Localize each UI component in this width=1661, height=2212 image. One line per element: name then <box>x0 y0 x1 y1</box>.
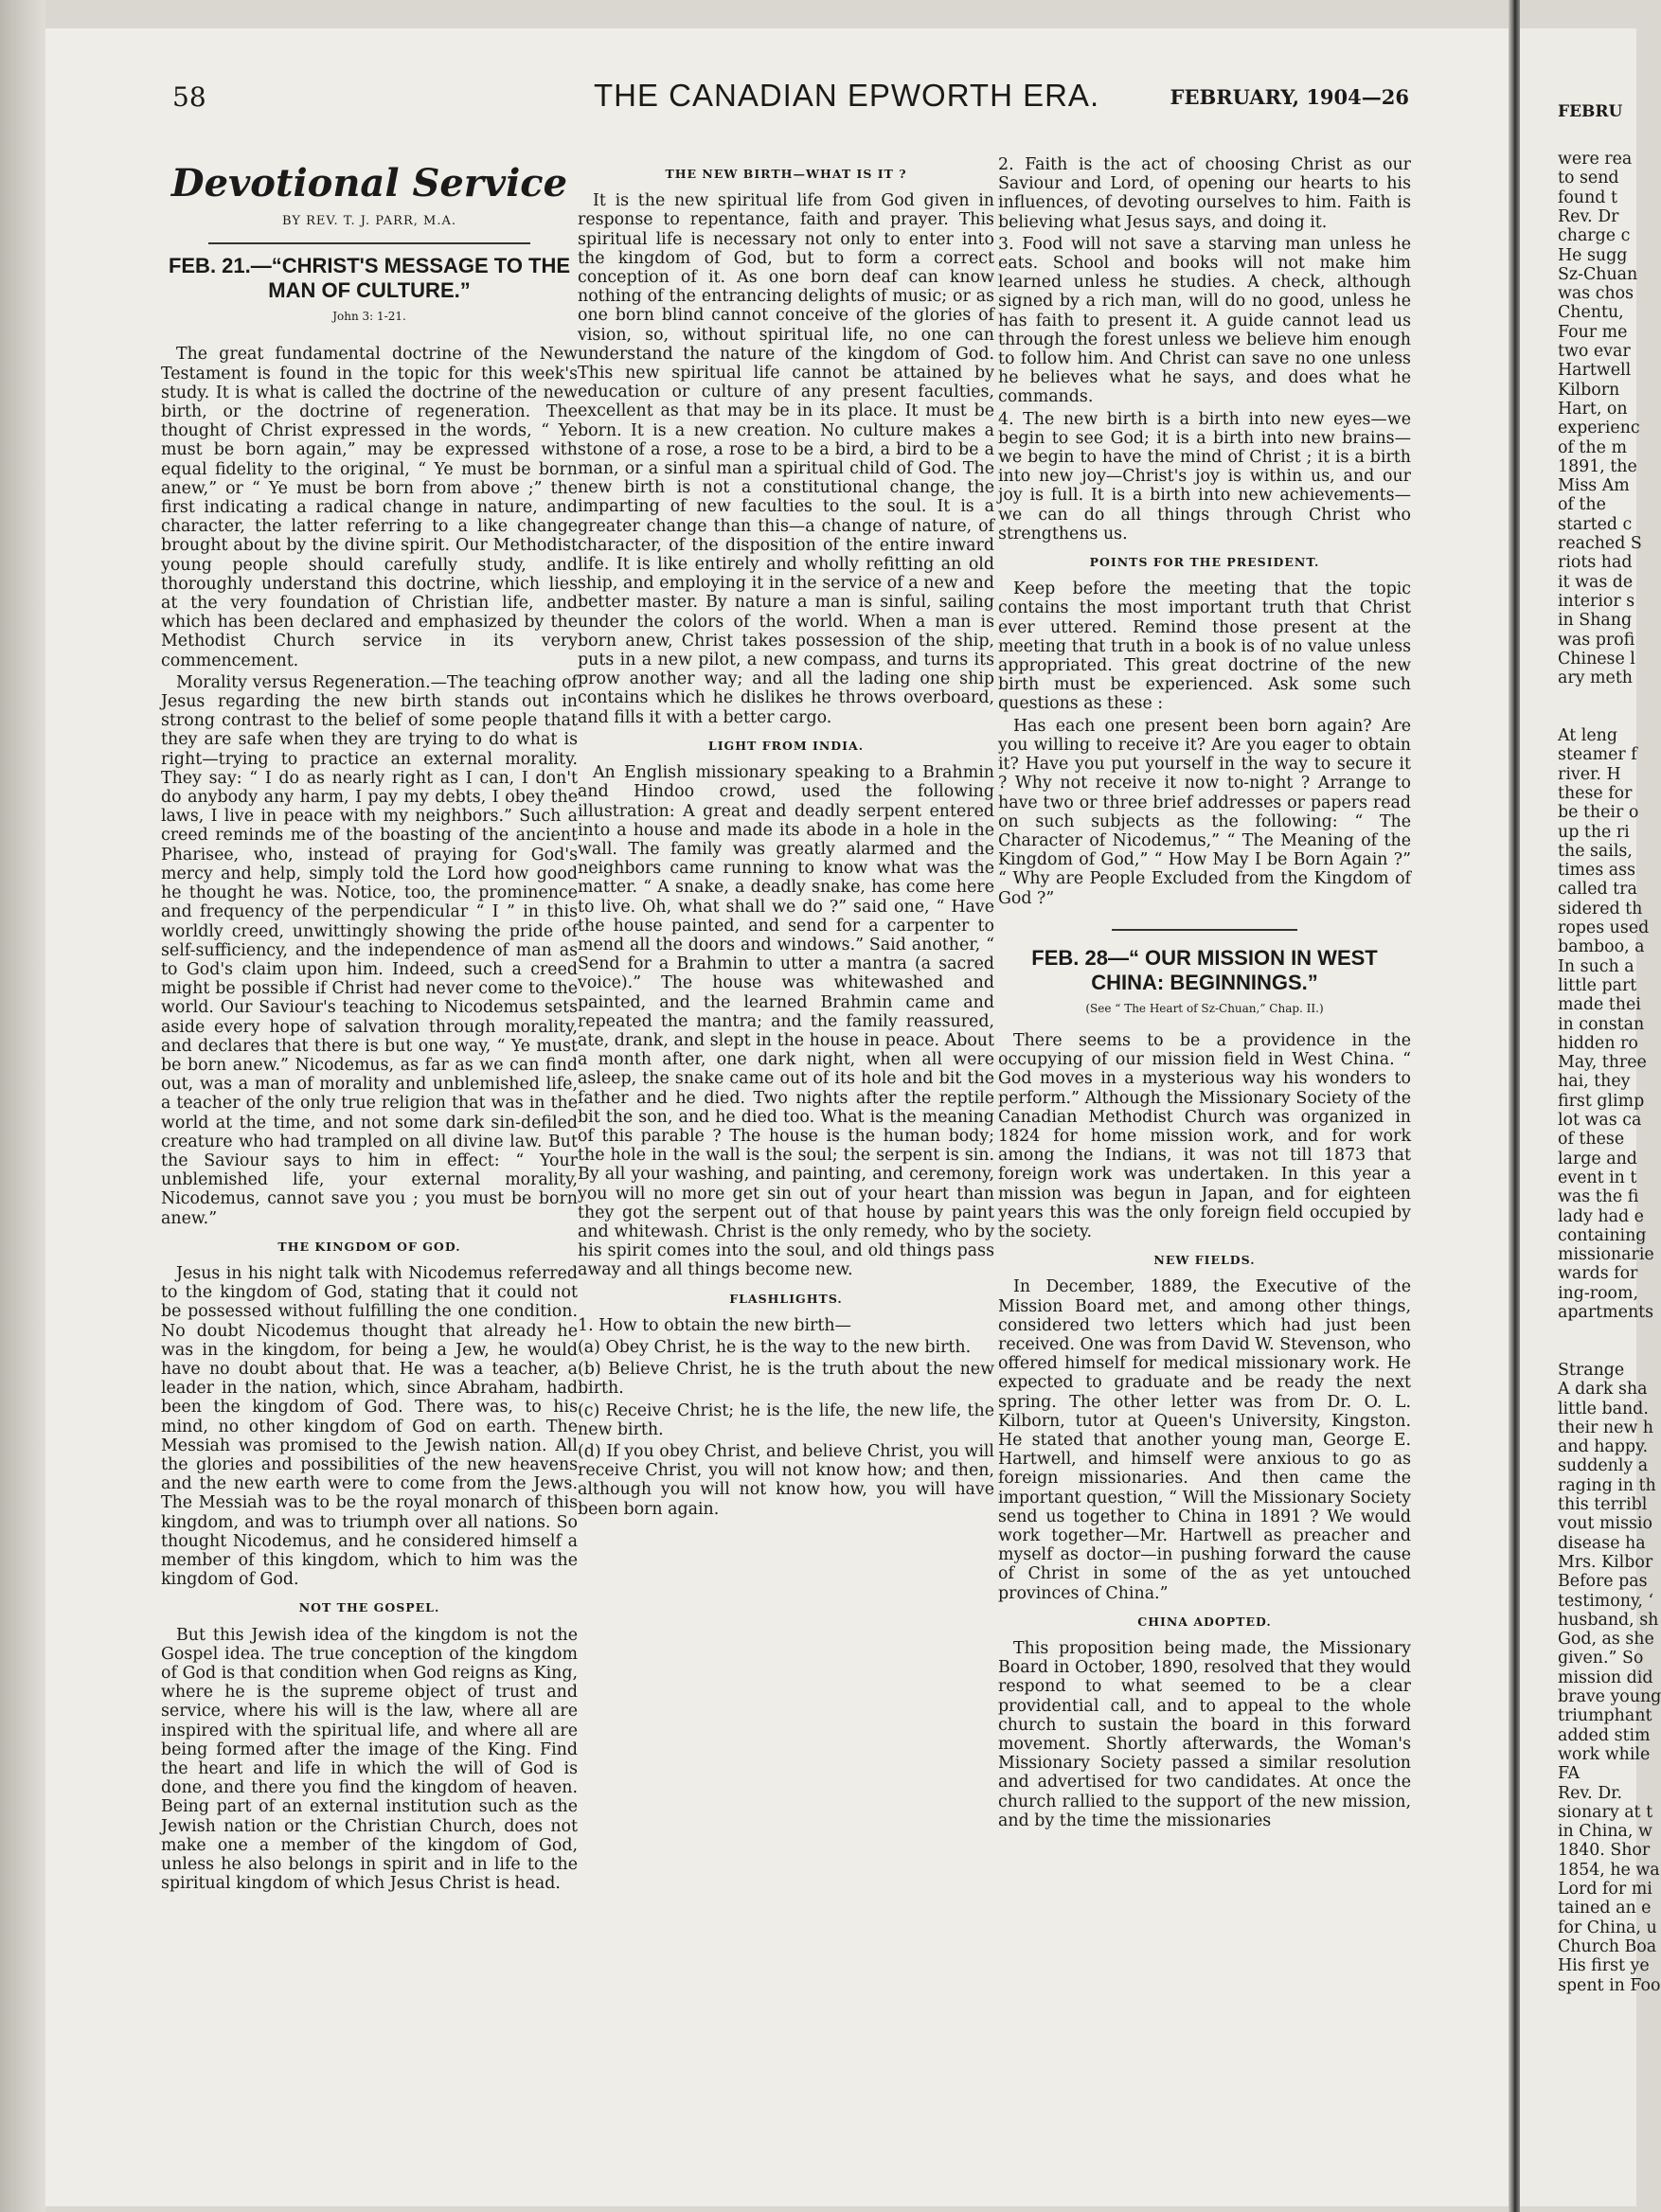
fragment-line: brave young <box>1558 1687 1661 1706</box>
fragment-line: 1854, he wa <box>1558 1860 1660 1880</box>
fragment-line: of the m <box>1558 437 1627 457</box>
fragment-line: for China, u <box>1558 1918 1657 1937</box>
subheading: THE KINGDOM OF GOD. <box>277 1239 461 1254</box>
fragment-line: two evar <box>1558 342 1631 361</box>
fragment-line: containing <box>1558 1225 1647 1245</box>
subheading: POINTS FOR THE PRESIDENT. <box>1089 555 1320 570</box>
paragraph: Jesus in his night talk with Nicodemus referred to the kingdom of God, stating that it could not be possessed without fulfilling the one condition. No doubt Nicodemus thought that already he was in the kingdom, for being a Jew, he would have no doubt about that. He was a teacher, a leader in the nation, which, since Abraham, had been the kingdom of God. There was, to his mind, no other kingdom of God on earth. The Messiah was promised to the Jewish nation. All the glories and possibilities of the new heavens and the new earth were to come from the Jews. The Messiah was to be the royal monarch of this kingdom, and was to triumph over all nations. So thought Nicodemus, and he considered himself a member of this kingdom, which to him was the kingdom of God. <box>161 1263 578 1590</box>
fragment-line: first glimp <box>1558 1091 1645 1111</box>
fragment-line: Miss Am <box>1558 476 1630 496</box>
fragment-line: little part <box>1558 975 1637 995</box>
divider <box>1112 929 1297 931</box>
fragment-line: river. H <box>1558 764 1621 784</box>
page-header <box>172 74 1460 121</box>
fragment-line: FA <box>1558 1764 1581 1784</box>
fragment-line: He sugg <box>1558 245 1628 265</box>
fragment-line: mission did <box>1558 1668 1653 1687</box>
fragment-line: given.” So <box>1558 1649 1644 1668</box>
topic-title: FEB. 21.—“CHRIST'S MESSAGE TO THE MAN OF CULTURE.” <box>168 254 571 303</box>
fragment-line: sidered th <box>1558 899 1643 919</box>
fragment-line: times ass <box>1558 861 1636 881</box>
adjacent-page-fragment <box>1520 28 1661 2206</box>
fragment-line: raging in th <box>1558 1475 1656 1495</box>
fragment-line: were rea <box>1558 150 1633 169</box>
fragment-line: Church Boa <box>1558 1936 1657 1956</box>
fragment-line: Rev. Dr. <box>1558 1783 1623 1803</box>
fragment-line: ropes used <box>1558 919 1650 937</box>
fragment-line: it was de <box>1558 572 1634 592</box>
fragment-line: in China, w <box>1558 1822 1652 1842</box>
fragment-line: wards for <box>1558 1264 1638 1284</box>
fragment-line: suddenly a <box>1558 1456 1649 1476</box>
book-reference: (See “ The Heart of Sz-Chuan,” Chap. II.) <box>1085 1001 1324 1015</box>
fragment-line: up the ri <box>1558 822 1630 842</box>
fragment-line: to send <box>1558 169 1619 188</box>
subheading: LIGHT FROM INDIA. <box>707 738 865 753</box>
fragment-line: started c <box>1558 514 1633 534</box>
page-gutter <box>1509 0 1520 2212</box>
fragment-line: event in t <box>1558 1168 1637 1187</box>
fragment-line: Chentu, <box>1558 303 1624 323</box>
fragment-line: ing-room, <box>1558 1283 1639 1303</box>
list-item: 3. Food will not save a starving man unless he eats. School and books will not make him learned unless he studies. A check, although signed by a rich man, will do no good, unless he has faith to present it. A guide cannot lead us through the forest unless we believe him enough to follow him. And Christ can save no one unless he believes what he says, and does what he commands. <box>998 234 1411 407</box>
fragment-line: spent in Foo <box>1558 1975 1661 1995</box>
fragment-line: in constan <box>1558 1014 1645 1034</box>
fragment-line: the sails, <box>1558 841 1633 861</box>
fragment-line: riots had <box>1558 553 1633 573</box>
subheading: NOT THE GOSPEL. <box>298 1600 440 1615</box>
fragment-line: was the fi <box>1558 1187 1639 1207</box>
fragment-line: 1891, the <box>1558 456 1637 476</box>
list-item: (b) Believe Christ, he is the truth about the new birth. <box>578 1360 994 1399</box>
subheading: FLASHLIGHTS. <box>729 1291 843 1306</box>
paragraph: Morality versus Regeneration.—The teaching of Jesus regarding the new birth stands out in strong contrast to the belief of some people that they are safe when they are trying to do what is right—trying to practice an external morality. They say: “ I do as nearly right as I can, I don't do anybody any harm, I pay my debts, I obey the laws, I live in peace with my neighbors.” Such a creed reminds me of the boasting of the ancient Pharisee, who, instead of praying for God's mercy and help, simply told the Lord how good he thought he was. Notice, too, the prominence and frequency of the perpendicular “ I ” in this worldly creed, unwittingly showing the pride of self-sufficiency, and the independence of man as to God's claim upon him. Indeed, such a creed might be possible if Christ had never come to the world. Our Saviour's teaching to Nicodemus sets aside every hope of salvation through morality, and declares that there is but one way, “ Ye must be born anew.” Nicodemus, as far as we can find out, was a man of morality and unblemished life, a teacher of the only true religion that was in the world at the time, and not some dark sin-defiled creature who had trampled on all divine law. But the Saviour says to him in effect: “ Your unblemished life, your external morality, Nicodemus, cannot save you ; you must be born anew.” <box>161 672 578 1228</box>
fragment-line: found t <box>1558 187 1617 207</box>
paragraph: The great fundamental doctrine of the New Testament is found in the topic for this week's study. It is what is called the doctrine of the new birth, or the doctrine of regeneration. The thought of Christ expressed in the words, “ Ye must be born again,” may be expressed with equal fidelity to the original, “ Ye must be born anew,” or “ Ye must be born from above ;” the first indicating a radical change in nature, and character, the latter referring to a like change brought about by the divine spirit. Our Methodist young people should carefully study, and thoroughly understand this doctrine, which lies at the very foundation of Christian life, and which has been declared and emphasized by the Methodist Church service in its very commencement. <box>161 345 578 670</box>
flashlights-list-cont <box>998 155 1411 544</box>
publication-title: THE CANADIAN EPWORTH ERA. <box>594 78 1100 113</box>
paragraph: This proposition being made, the Missionary Board in October, 1890, resolved that they would respond to what seemed to be a clear providential call, and to appeal to the whole church to sustain the board in this forward movement. Shortly afterwards, the Woman's Missionary Society passed a similar resolution and advertised for two candidates. At once the church rallied to the support of the new mission, and by the time the missionaries <box>998 1639 1411 1830</box>
fragment-line: experienc <box>1558 419 1640 438</box>
page-number: 58 <box>172 81 206 113</box>
fragment-line: disease ha <box>1558 1533 1646 1553</box>
fragment-line: bamboo, a <box>1558 937 1645 957</box>
adjacent-page-header: FEBRU <box>1558 102 1623 121</box>
fragment-line: lady had e <box>1558 1206 1644 1226</box>
issue-date: FEBRUARY, 1904—26 <box>1170 85 1409 109</box>
fragment-line: steamer f <box>1558 745 1637 765</box>
fragment-line: vout missio <box>1558 1514 1652 1534</box>
fragment-line: and happy. <box>1558 1437 1649 1457</box>
fragment-line: triumphant <box>1558 1706 1652 1726</box>
fragment-line: In such a <box>1558 956 1634 976</box>
section-banner: Devotional Service <box>170 161 568 205</box>
fragment-line: Mrs. Kilbor <box>1558 1552 1653 1572</box>
fragment-line: interior s <box>1558 591 1635 611</box>
fragment-line: Hart, on <box>1558 399 1628 419</box>
column-3 <box>998 155 1411 2212</box>
fragment-line: made thei <box>1558 995 1641 1015</box>
list-item: 1. How to obtain the new birth— <box>578 1315 851 1335</box>
paragraph: But this Jewish idea of the kingdom is not the Gospel idea. The true conception of the kingdom of God is that condition when God reigns as King, where he is the supreme object of trust and service, where his will is the law, where all are inspired with the spiritual life, and where all are being formed after the image of the King. Find the heart and life in which the will of God is done, and there you find the kingdom of heaven. Being part of an external institution such as the Jewish nation or the Christian Church, does not make one a member of the kingdom of God, unless he also belongs in spirit and in life to the spiritual kingdom of which Jesus Christ is head. <box>161 1625 578 1894</box>
fragment-line: Before pas <box>1558 1572 1648 1592</box>
column-1 <box>161 159 578 2212</box>
fragment-line: of these <box>1558 1130 1625 1150</box>
fragment-line: Sz-Chuan <box>1558 264 1638 284</box>
fragment-line: called tra <box>1558 880 1637 900</box>
fragment-line: their new h <box>1558 1418 1653 1437</box>
fragment-line: of the <box>1558 495 1606 515</box>
fragment-line: His first ye <box>1558 1956 1650 1976</box>
fragment-line: little band. <box>1558 1399 1649 1418</box>
fragment-line: May, three <box>1558 1053 1647 1073</box>
list-item: 4. The new birth is a birth into new eyes—we begin to see God; it is a birth into new brains—we begin to have the mind of Christ ; it is a birth into new joy—Christ's joy is within us, and our joy is full. It is a birth into new achievements—we can do all things through Christ who strengthens us. <box>998 409 1411 544</box>
fragment-line: tained an e <box>1558 1899 1652 1918</box>
fragment-line: hidden ro <box>1558 1033 1638 1053</box>
subheading: CHINA ADOPTED. <box>1137 1614 1272 1629</box>
paragraph: There seems to be a providence in the occupying of our mission field in West China. “ God moves in a mysterious way his wonders to perform.” Although the Missionary Society of the Canadian Methodist Church was organized in 1824 for home mission work, and for work among the Indians, it was not till 1873 that foreign work was undertaken. In this year a mission was begun in Japan, and for eighteen years this was the only foreign field occupied by the society. <box>998 1030 1411 1241</box>
subheading: NEW FIELDS. <box>1153 1253 1256 1268</box>
fragment-line: large and <box>1558 1149 1637 1168</box>
list-item: (c) Receive Christ; he is the life, the new life, the new birth. <box>578 1400 994 1439</box>
byline: BY REV. T. J. PARR, M.A. <box>282 214 456 228</box>
fragment-line: charge c <box>1558 226 1631 246</box>
column-2 <box>578 155 994 2212</box>
paragraph: In December, 1889, the Executive of the Mission Board met, and among other things, considered two letters which had just been received. One was from David W. Stevenson, who offered himself for medical missionary work. He expected to graduate and be ready the next spring. The other letter was from Dr. O. L. Kilborn, tutor at Queen's University, Kingston. He stated that another young man, George E. Hartwell, and himself were anxious to go as foreign missionaries. And then came the important question, “ Will the Missionary Society send us together to China in 1891 ? We would work together—Mr. Hartwell as preacher and myself as doctor—in pushing forward the cause of Christ in some of the as yet untouched provinces of China.” <box>998 1277 1411 1603</box>
fragment-line: sionary at t <box>1558 1802 1653 1822</box>
paragraph: It is the new spiritual life from God given in response to repentance, faith and prayer. This spiritual life is necessary not only to enter into the kingdom of God, but to form a correct conception of it. As one born deaf can know nothing of the entrancing delights of music; or as one born blind cannot conceive of the glories of vision, so, without spiritual life, no one can understand the nature of the kingdom of God. This new spiritual life cannot be attained by education or culture of any present faculties, excellent as that may be in its place. It must be born. It is a new creation. No culture makes a stone of a rose, a rose to be a bird, a bird to be a man, or a sinful man a spiritual child of God. The new birth is not a constitutional change, the imparting of new faculties to the soul. It is a greater change than this—a change of nature, of character, of the disposition of the entire inward life. It is like entirely and wholly refitting an old ship, and employing it in the service of a new and better master. By nature a man is sinful, sailing under the colors of the world. When a man is born anew, Christ takes possession of the ship, puts in a new pilot, a new compass, and turns its prow another way; and all the lading one ship contains which he dislikes he throws overboard, and fills it with a better cargo. <box>578 191 994 727</box>
fragment-line: missionarie <box>1558 1245 1654 1265</box>
fragment-line: apartments <box>1558 1303 1654 1322</box>
paragraph: An English missionary speaking to a Brahmin and Hindoo crowd, used the following illustration: A great and deadly serpent entered into a house and made its abode in a hole in the wall. The family was greatly alarmed and the neighbors came running to know what was the matter. “ A snake, a deadly snake, has come here to live. Oh, what shall we do ?” said one, “ Have the house painted, and send for a carpenter to mend all the doors and windows.” Said another, “ Send for a Brahmin to utter a mantra (a sacred voice).” The house was whitewashed and painted, and the learned Brahmin came and repeated the mantra; and the family reassured, ate, drank, and slept in the house in peace. About a month after, one dark night, when all were asleep, the snake came out of its hole and bit the father and he died. Two nights after the reptile bit the son, and he died too. What is the meaning of this parable ? The house is the human body; the hole in the wall is the soul; the serpent is sin. By all your washing, and painting, and ceremony, you will no more get sin out of your heart than they got the serpent out of that house by paint and whitewash. Christ is the only remedy, who by his spirit comes into the soul, and old things pass away and all things become new. <box>578 763 994 1280</box>
fragment-line: testimony, ‘ <box>1558 1591 1654 1611</box>
flashlights-list <box>578 1316 994 1519</box>
fragment-line: hai, they <box>1558 1072 1631 1092</box>
fragment-line: reached S <box>1558 534 1642 553</box>
fragment-line: Kilborn <box>1558 380 1620 400</box>
fragment-line: was profi <box>1558 630 1635 650</box>
fragment-line: added stim <box>1558 1725 1651 1745</box>
fragment-line: At leng <box>1558 726 1617 745</box>
fragment-line: A dark sha <box>1558 1380 1648 1400</box>
fragment-line: ary meth <box>1558 669 1634 688</box>
fragment-line: lot was ca <box>1558 1111 1642 1130</box>
topic-title: FEB. 28—“ OUR MISSION IN WEST CHINA: BEGINNINGS.” <box>1031 945 1378 994</box>
book-spine <box>0 0 45 2212</box>
fragment-line: Four me <box>1558 322 1628 342</box>
subheading: THE NEW BIRTH—WHAT IS IT ? <box>665 167 907 181</box>
fragment-line: Strange <box>1558 1360 1625 1380</box>
fragment-line: 1840. Shor <box>1558 1841 1651 1861</box>
fragment-line: in Shang <box>1558 611 1633 631</box>
fragment-line: Lord for mi <box>1558 1880 1652 1899</box>
fragment-line: Chinese l <box>1558 649 1635 669</box>
fragment-line: these for <box>1558 783 1633 803</box>
fragment-line: husband, sh <box>1558 1610 1659 1630</box>
fragment-line: Rev. Dr <box>1558 206 1619 226</box>
fragment-line: this terribl <box>1558 1495 1648 1514</box>
divider <box>208 242 530 244</box>
paragraph: Has each one present been born again? Are you willing to receive it? Are you eager to obtain it? Have you put yourself in the way to secure it ? Why not receive it now to-night ? Arrange to have two or three brief addresses or papers read on such subjects as the following: “ The Character of Nicodemus,” “ The Meaning of the Kingdom of God,” “ How May I be Born Again ?” “ Why are People Excluded from the Kingdom of God ?” <box>998 716 1411 908</box>
list-item: (d) If you obey Christ, and believe Christ, you will receive Christ, you will not know how; and then, although you will not know how, you will have been born again. <box>578 1442 994 1519</box>
list-item: (a) Obey Christ, he is the way to the new birth. <box>578 1337 972 1357</box>
list-item: 2. Faith is the act of choosing Christ as our Saviour and Lord, of opening our hearts to his influences, of devoting ourselves to him. Faith is believing what Jesus says, and doing it. <box>998 155 1411 232</box>
fragment-line: be their o <box>1558 803 1639 823</box>
fragment-line: was chos <box>1558 284 1634 304</box>
fragment-line: God, as she <box>1558 1630 1654 1650</box>
scripture-reference: John 3: 1-21. <box>332 310 406 324</box>
fragment-line: work while <box>1558 1744 1651 1764</box>
fragment-line: Hartwell <box>1558 361 1632 381</box>
paragraph: Keep before the meeting that the topic contains the most important truth that Christ ever uttered. Remind those present at the meeting that truth in a book is of no value unless appropriated. This great doctrine of the new birth must be experienced. Ask some such questions as these : <box>998 580 1411 714</box>
